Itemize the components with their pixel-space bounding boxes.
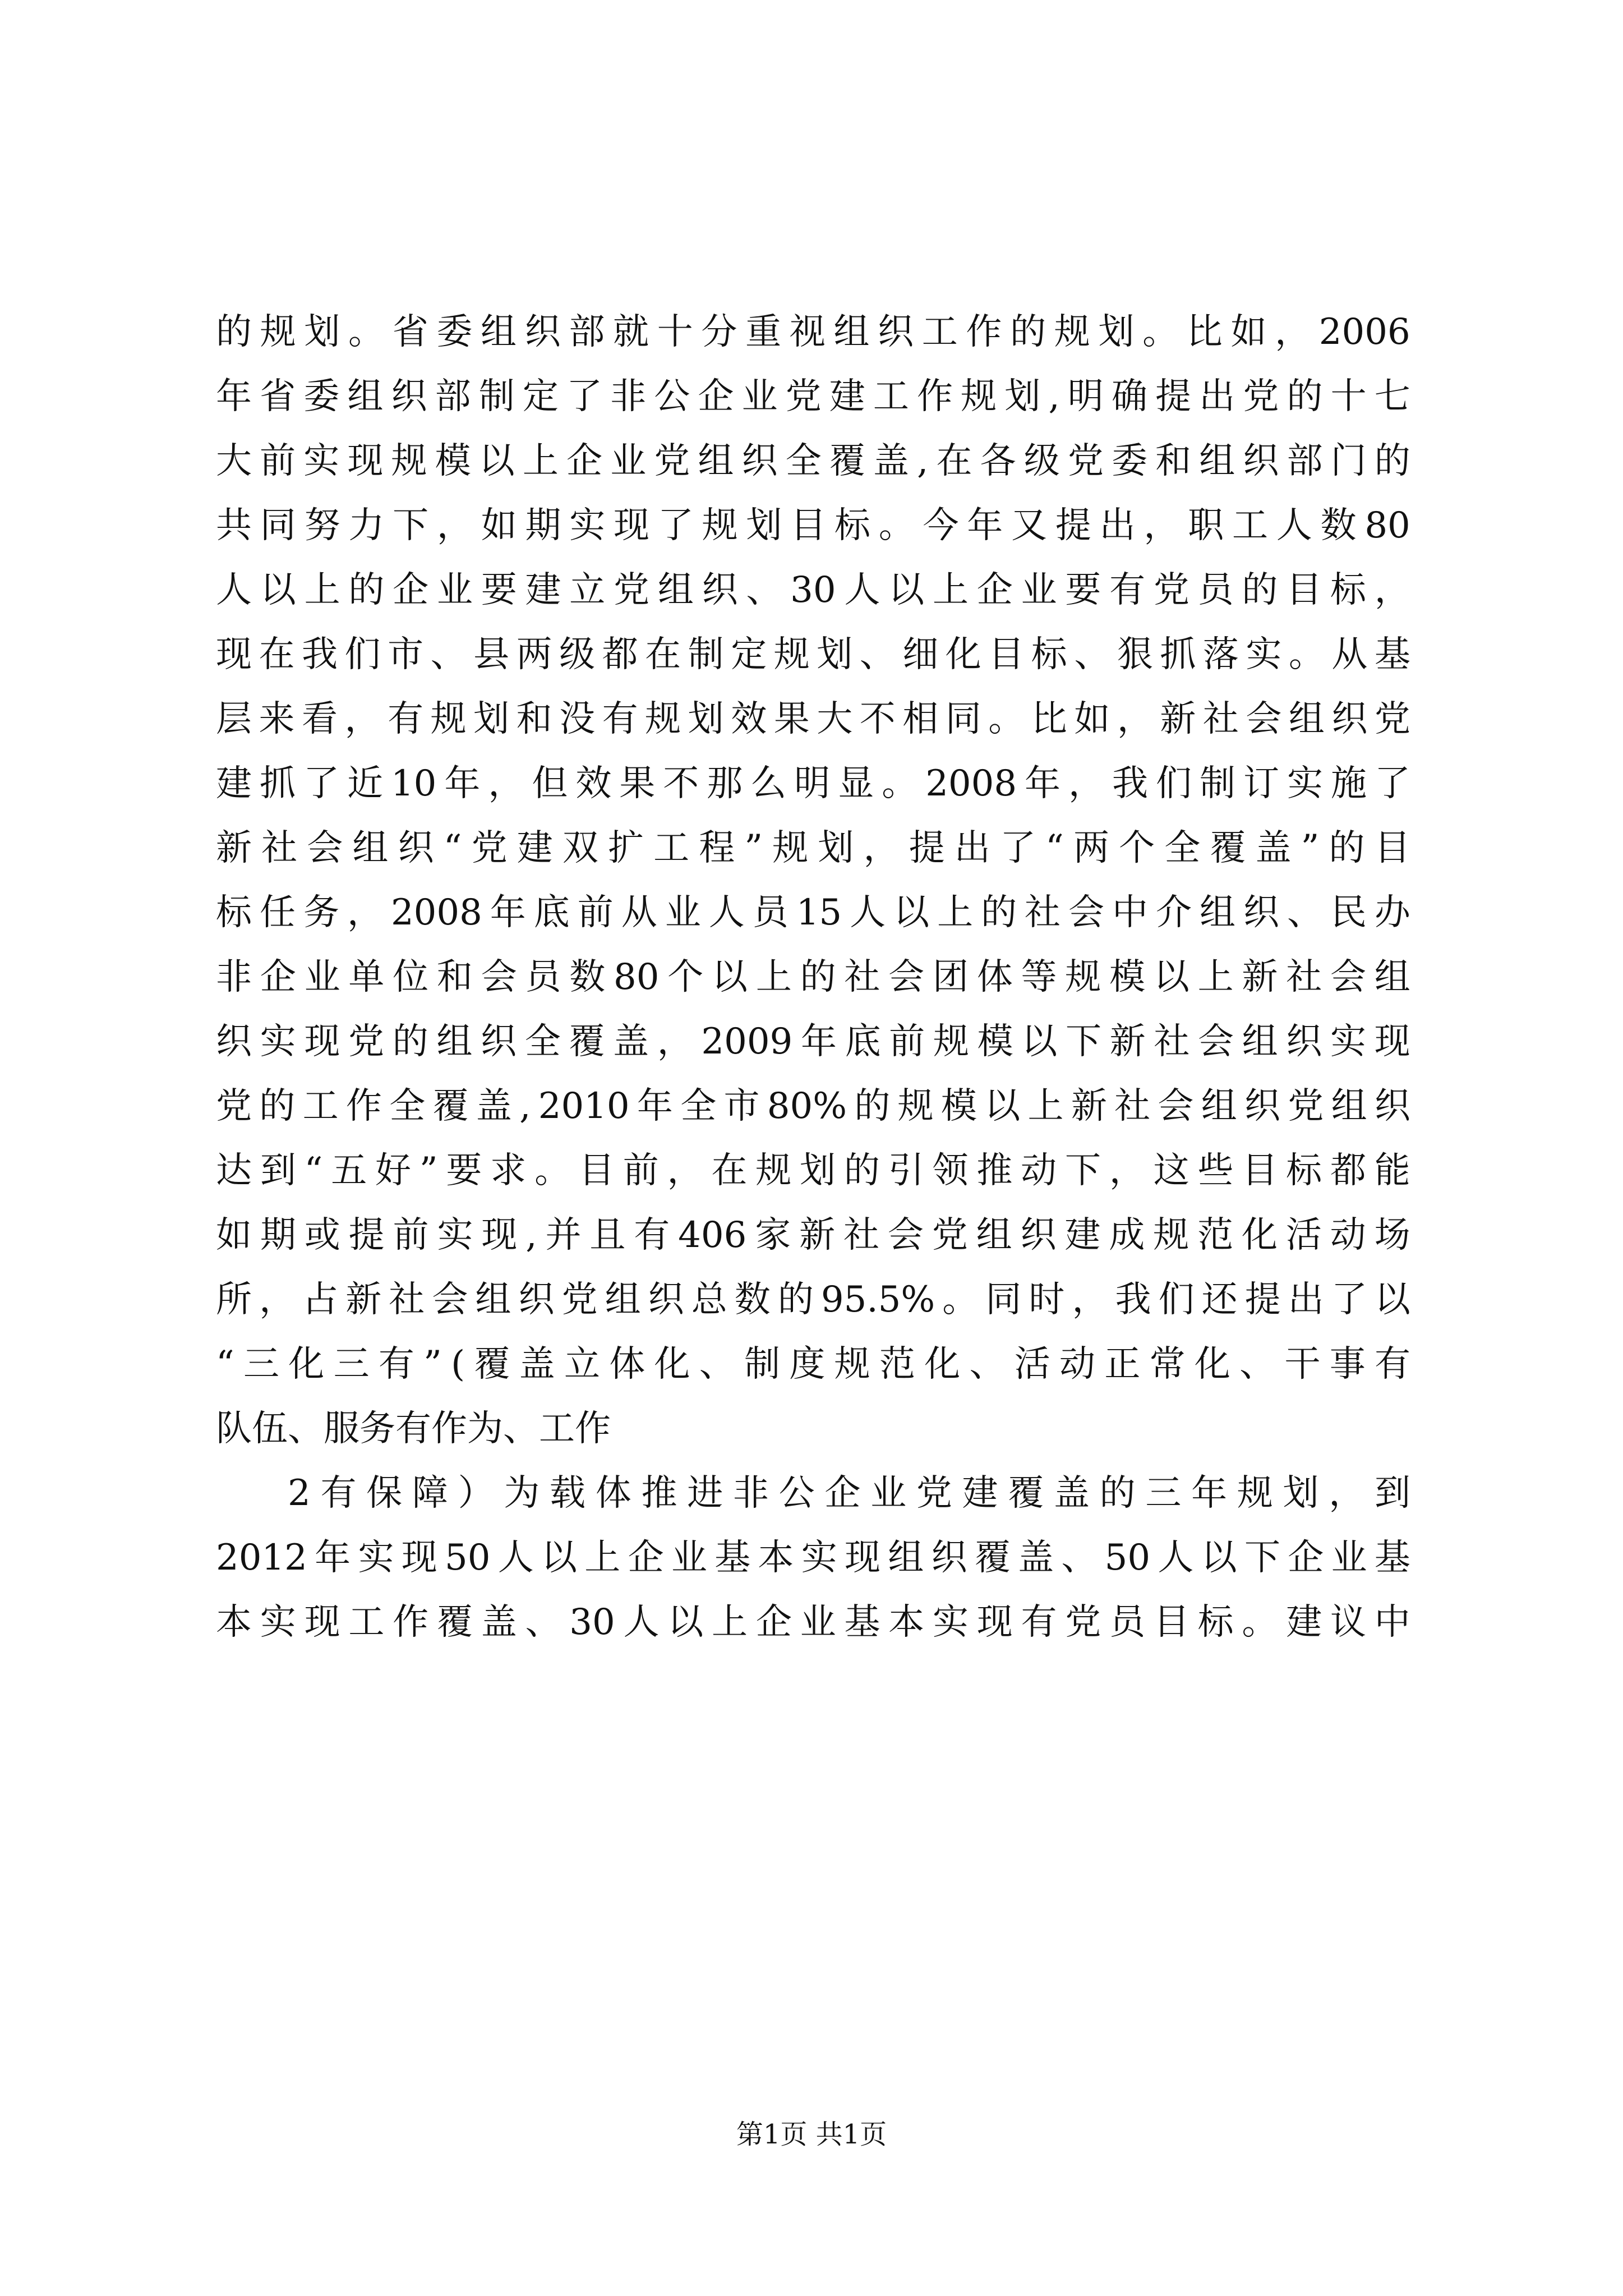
text-line: 织 实 现 党 的 组 织 全 覆 盖 ， 2009 年 底 前 规 模 以 下 新 社 会 组 织 实 现 <box>216 1021 1410 1062</box>
text-line: 如 期 或 提 前 实 现 , 并 且 有 406 家 新 社 会 党 组 织 建 成 规 范 化 活 动 场 <box>216 1214 1410 1256</box>
text-line: 共 同 努 力 下 ， 如 期 实 现 了 规 划 目 标 。 今 年 又 提 出 ， 职 工 人 数 80 <box>216 505 1410 546</box>
text-line: 的 规 划 。 省 委 组 织 部 就 十 分 重 视 组 织 工 作 的 规 划 。 比 如 ， 2006 <box>216 311 1410 353</box>
text-line: 非 企 业 单 位 和 会 员 数 80 个 以 上 的 社 会 团 体 等 规 模 以 上 新 社 会 组 <box>216 956 1410 998</box>
document-body <box>216 300 1410 1655</box>
text-line: 人 以 上 的 企 业 要 建 立 党 组 织 、 30 人 以 上 企 业 要 有 党 员 的 目 标 ， <box>216 569 1410 611</box>
text-line: 队伍、服务有作为、工作 <box>216 1408 611 1450</box>
text-line: 所 ， 占 新 社 会 组 织 党 组 织 总 数 的 95.5% 。 同 时 ， 我 们 还 提 出 了 以 <box>216 1279 1410 1320</box>
text-line: 标 任 务 ， 2008 年 底 前 从 业 人 员 15 人 以 上 的 社 会 中 介 组 织 、 民 办 <box>216 892 1410 933</box>
text-line: 年 省 委 组 织 部 制 定 了 非 公 企 业 党 建 工 作 规 划 , 明 确 提 出 党 的 十 七 <box>216 376 1410 417</box>
text-line: 达 到 “ 五 好 ” 要 求 。 目 前 ， 在 规 划 的 引 领 推 动 下 ， 这 些 目 标 都 能 <box>216 1150 1410 1191</box>
page-number-label: 第1页 共1页 <box>736 2119 887 2150</box>
text-line: 现 在 我 们 市 、 县 两 级 都 在 制 定 规 划 、 细 化 目 标 、 狠 抓 落 实 。 从 基 <box>216 634 1410 675</box>
text-line: “ 三 化 三 有 ” ( 覆 盖 立 体 化 、 制 度 规 范 化 、 活 动 正 常 化 、 干 事 有 <box>216 1343 1410 1385</box>
text-line: 大 前 实 现 规 模 以 上 企 业 党 组 织 全 覆 盖 , 在 各 级 党 委 和 组 织 部 门 的 <box>216 440 1410 482</box>
text-line: 建 抓 了 近 10 年 ， 但 效 果 不 那 么 明 显 。 2008 年 ， 我 们 制 订 实 施 了 <box>216 763 1410 804</box>
text-line: 新 社 会 组 织 “ 党 建 双 扩 工 程 ” 规 划 ， 提 出 了 “ 两 个 全 覆 盖 ” 的 目 <box>216 827 1410 869</box>
text-line-indented: 2 有 保 障 ） 为 载 体 推 进 非 公 企 业 党 建 覆 盖 的 三 年 规 划 ， 到 <box>288 1473 1410 1514</box>
text-line: 2012 年 实 现 50 人 以 上 企 业 基 本 实 现 组 织 覆 盖 、 50 人 以 下 企 业 基 <box>216 1537 1410 1579</box>
text-line: 层 来 看 ， 有 规 划 和 没 有 规 划 效 果 大 不 相 同 。 比 如 ， 新 社 会 组 织 党 <box>216 698 1410 740</box>
text-line: 党 的 工 作 全 覆 盖 , 2010 年 全 市 80% 的 规 模 以 上 新 社 会 组 织 党 组 织 <box>216 1085 1410 1127</box>
text-line: 本 实 现 工 作 覆 盖 、 30 人 以 上 企 业 基 本 实 现 有 党 员 目 标 。 建 议 中 <box>216 1602 1410 1643</box>
page-footer <box>0 2118 1623 2151</box>
